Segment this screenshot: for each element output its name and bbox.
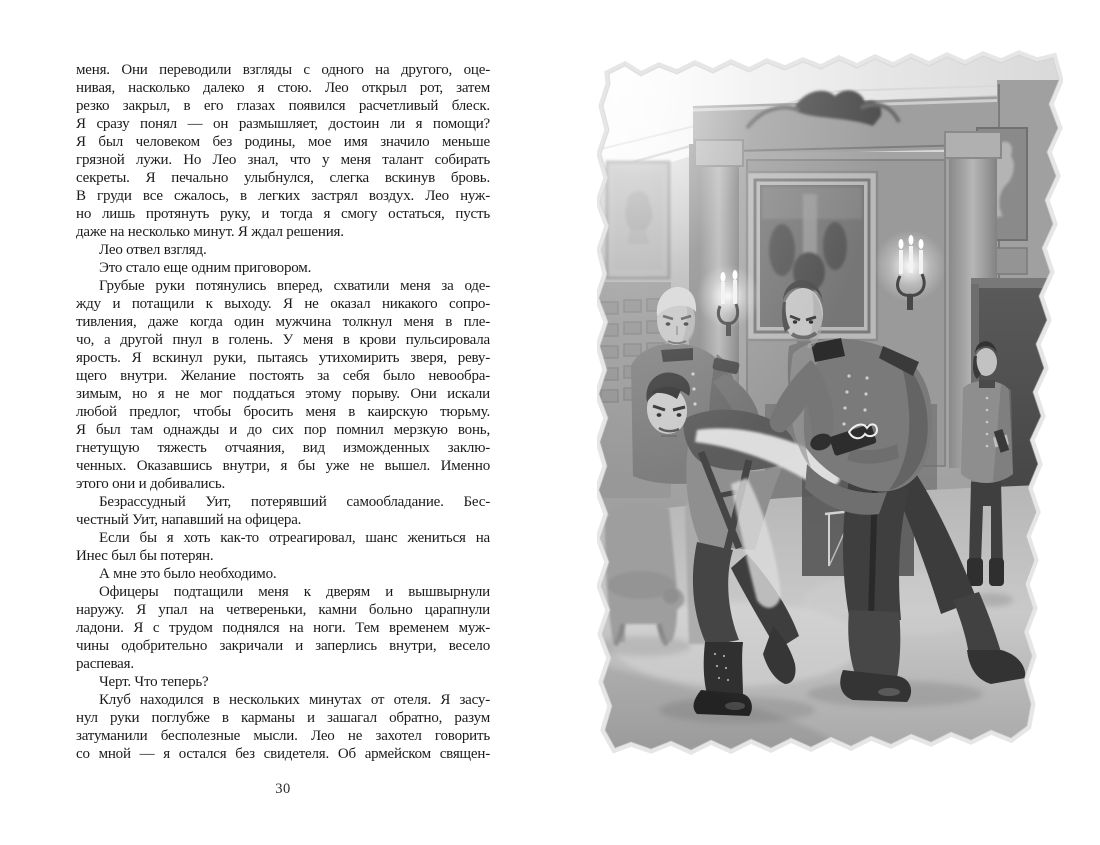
text-line: Безрассудный Уит, потерявший самообладание. Бес-	[99, 494, 490, 510]
text-line: нул руки поглубже в карманы и зашагал обратно, разум	[76, 710, 490, 726]
text-line: Я был человеком без родины, мое имя значило меньше	[76, 134, 490, 150]
text-line: ченных. Оказавшись внутри, я бы уже не вышел. Именно	[76, 458, 490, 474]
text-line: Это стало еще одним приговором.	[99, 260, 312, 276]
text-line: резко закрыл, в его глазах появился расчетливый блеск.	[76, 98, 490, 114]
illustration	[597, 44, 1063, 770]
text-line: В груди все сжалось, в легких застрял воздух. Лео нуж-	[76, 188, 490, 204]
text-line: честный Уит, напавший на офицера.	[76, 512, 302, 528]
text-line: затуманили бесполезные мысли. Лео не захотел говорить	[76, 728, 490, 744]
text-line: секреты. Я печально улыбнулся, слегка вскинув бровь.	[76, 170, 490, 186]
text-line: гнетущую тяжесть отчаяния, вид изможденных заклю-	[76, 440, 490, 456]
text-line: меня. Они переводили взгляды с одного на другого, оце-	[76, 62, 490, 78]
text-line: Я сразу понял — он размышляет, достоин ли я помощи?	[76, 116, 490, 132]
text-line: наружу. Я упал на четвереньки, камни больно царапнули	[76, 602, 490, 618]
text-line: А мне это было необходимо.	[99, 566, 277, 582]
text-line: даже на несколько минут. Я ждал решения.	[76, 224, 344, 240]
text-line: но лишь протянуть руку, и тогда я смогу остаться, пусть	[76, 206, 490, 222]
left-page	[76, 61, 490, 763]
text-line: тивления, даже когда один мужчина толкнул меня в пле-	[76, 314, 490, 330]
text-line: Лео отвел взгляд.	[99, 242, 207, 258]
text-line: Черт. Что теперь?	[99, 674, 209, 690]
text-line: Клуб находился в нескольких минутах от отеля. Я засу-	[99, 692, 490, 708]
text-line: жду и потащили к выходу. Я не оказал никакого сопро-	[76, 296, 490, 312]
text-line: ярость. Я вскинул руки, пытаясь утихомирить зверя, реву-	[76, 350, 490, 366]
text-line: Офицеры подтащили меня к дверям и вышвырнули	[99, 584, 490, 600]
page-number: 30	[275, 781, 291, 797]
text-line: Если бы я хоть как-то отреагировал, шанс жениться на	[99, 530, 490, 546]
text-line: чо, а другой пнул в голень. У меня в крови пульсировала	[76, 332, 490, 348]
text-line: Инес был бы потерян.	[76, 548, 214, 564]
text-column	[76, 61, 490, 763]
text-line: любой предлог, чтобы бросить меня в каирскую тюрьму.	[76, 404, 490, 420]
text-line: распевая.	[76, 656, 134, 672]
text-line: ладони. Я с трудом поднялся на ноги. Тем временем муж-	[76, 620, 490, 636]
text-line: грязной лужи. Но Лео знал, что у меня талант собирать	[76, 152, 490, 168]
text-line: Я был там однажды и до сих пор помнил мерзкую вонь,	[76, 422, 490, 438]
text-line: чины одобрительно закричали и заперлись внутри, весело	[76, 638, 490, 654]
text-line: этого они и добивались.	[76, 476, 226, 492]
text-line: щего внутри. Желание постоять за себя было невообра-	[76, 368, 490, 384]
text-line: Грубые руки потянулись вперед, схватили меня за оде-	[99, 278, 490, 294]
illustration-svg	[597, 44, 1063, 770]
text-line: со мной — я остался без свидетеля. Об армейском священ-	[76, 746, 490, 762]
text-line: зимым, но я не мог поддаться этому порыву. Они искали	[76, 386, 490, 402]
text-line: нивая, насколько далеко я стою. Лео открыл рот, затем	[76, 80, 490, 96]
